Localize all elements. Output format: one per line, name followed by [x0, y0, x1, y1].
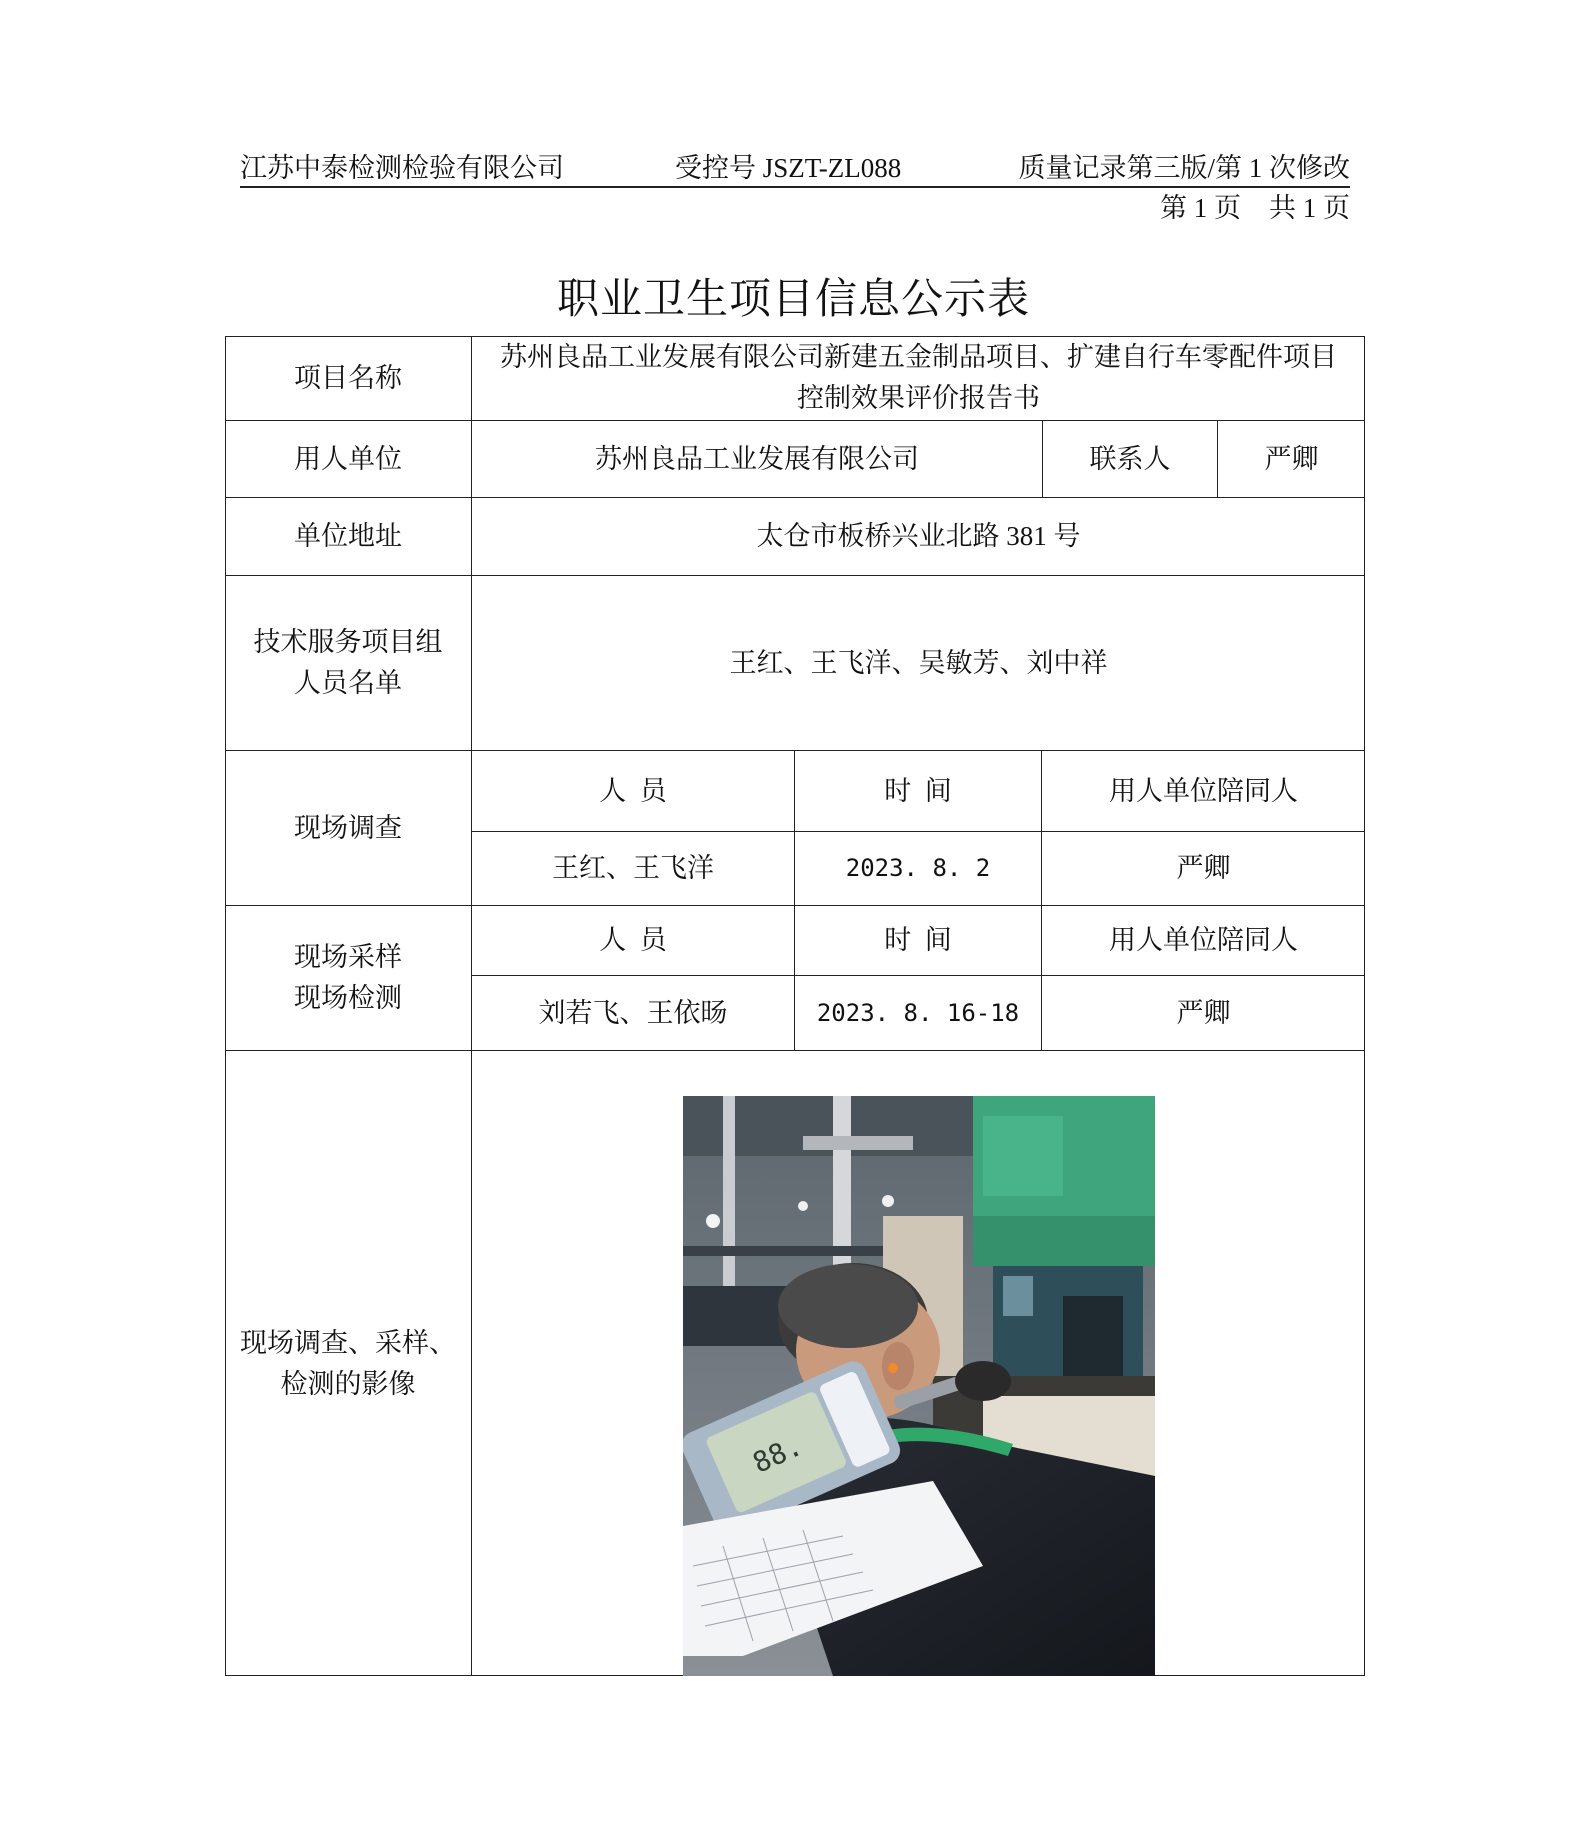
survey-time-header [795, 751, 1042, 832]
sampling-escort-header [1042, 906, 1365, 976]
svg-text:88.: 88. [747, 1428, 808, 1480]
page-current: 第 1 页 [1160, 193, 1241, 223]
survey-escort: 严卿 [1176, 853, 1231, 883]
sampling-personnel-header [472, 906, 795, 976]
survey-personnel: 王红、王飞洋 [552, 853, 714, 883]
page-number [1160, 186, 1350, 225]
sampling-personnel-cell [472, 976, 795, 1051]
survey-time: 2023. 8. 2 [845, 854, 991, 882]
site-photo [683, 1096, 1155, 1676]
team-label-cell [225, 576, 472, 751]
contact-label: 联系人 [1089, 443, 1171, 474]
sampling-escort: 严卿 [1176, 997, 1231, 1028]
project-name-line1: 苏州良品工业发展有限公司新建五金制品项目、扩建自行车零配件项目 [500, 342, 1337, 372]
survey-time-cell [795, 832, 1042, 906]
header-company: 江苏中泰检测检验有限公司 [240, 153, 564, 183]
employer-value: 苏州良品工业发展有限公司 [595, 443, 919, 474]
survey-label-cell [225, 751, 472, 906]
sampling-label-line2: 现场检测 [294, 983, 402, 1013]
team-cell [472, 576, 1365, 751]
sampling-time-cell [795, 976, 1042, 1051]
sampling-col-time: 时 间 [884, 925, 952, 955]
team-value: 王红、王飞洋、吴敏芳、刘中祥 [729, 647, 1108, 678]
project-name-line2: 控制效果评价报告书 [797, 383, 1040, 413]
contact-value: 严卿 [1264, 443, 1319, 474]
images-label-line2: 检测的影像 [280, 1368, 416, 1399]
address-label-cell [225, 498, 472, 576]
project-name-label: 项目名称 [294, 362, 402, 393]
survey-escort-cell [1042, 832, 1365, 906]
survey-col-escort: 用人单位陪同人 [1109, 775, 1298, 806]
employer-label-cell [225, 421, 472, 498]
team-label-line2: 人员名单 [294, 668, 402, 698]
page-title: 职业卫生项目信息公示表 [556, 277, 1030, 323]
survey-personnel-header [472, 751, 795, 832]
employer-cell [472, 421, 1043, 498]
header-version: 质量记录第三版/第 1 次修改 [1018, 153, 1350, 183]
address-cell [472, 498, 1365, 576]
employer-label: 用人单位 [294, 443, 402, 474]
survey-escort-header [1042, 751, 1365, 832]
project-name-label-cell [225, 336, 472, 421]
sampling-personnel: 刘若飞、王依旸 [538, 997, 728, 1028]
page-header [240, 144, 1350, 188]
images-label-line1: 现场调查、采样、 [240, 1327, 456, 1358]
address-label: 单位地址 [294, 521, 402, 551]
survey-col-time: 时 间 [884, 775, 952, 806]
sampling-col-escort: 用人单位陪同人 [1109, 925, 1298, 955]
contact-cell [1218, 421, 1365, 498]
header-control-number: 受控号 JSZT-ZL088 [675, 153, 902, 183]
address-value: 太仓市板桥兴业北路 381 号 [756, 521, 1081, 551]
sampling-col-personnel: 人 员 [599, 925, 667, 955]
sampling-label-cell [225, 906, 472, 1051]
sampling-label-line1: 现场采样 [294, 942, 402, 972]
survey-label: 现场调查 [294, 812, 402, 843]
team-label-line1: 技术服务项目组 [253, 627, 443, 657]
survey-personnel-cell [472, 832, 795, 906]
images-label-cell [225, 1051, 472, 1676]
sampling-time: 2023. 8. 16-18 [816, 998, 1020, 1027]
project-name-cell [472, 336, 1365, 421]
contact-label-cell [1043, 421, 1218, 498]
survey-col-personnel: 人 员 [599, 775, 667, 806]
sampling-time-header [795, 906, 1042, 976]
page-total: 共 1 页 [1269, 193, 1350, 223]
sampling-escort-cell [1042, 976, 1365, 1051]
